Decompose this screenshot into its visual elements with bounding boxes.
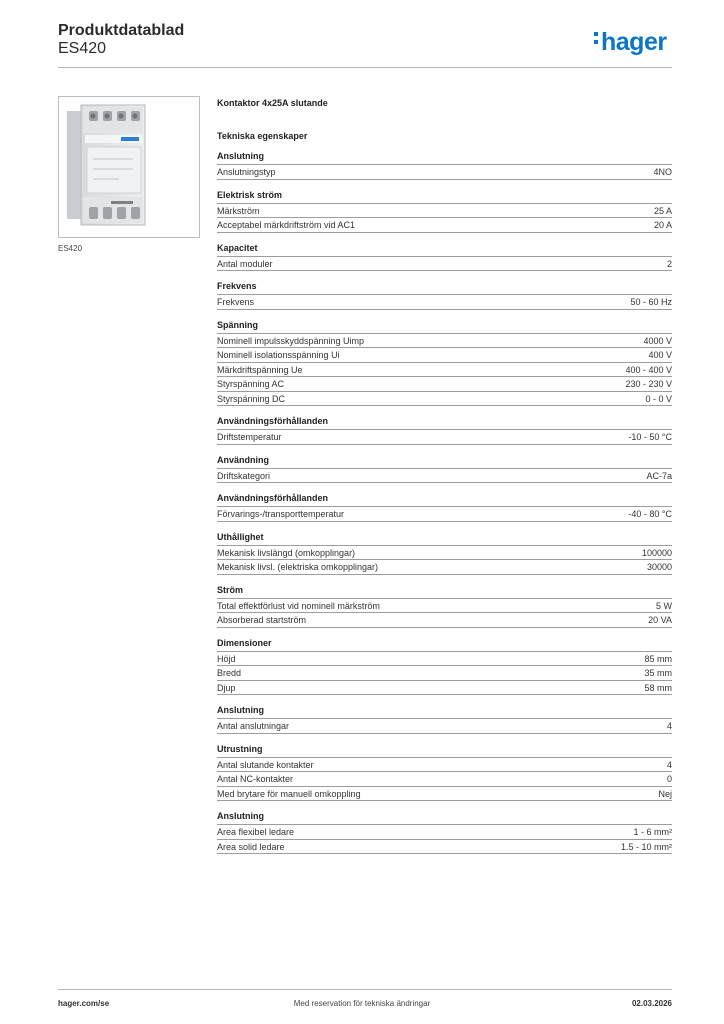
- spec-value: -10 - 50 °C: [628, 432, 672, 442]
- spec-value: 4NO: [653, 167, 672, 177]
- spec-value: -40 - 80 °C: [628, 509, 672, 519]
- spec-row: [217, 545, 672, 560]
- section-title: Anslutning: [217, 151, 264, 161]
- image-caption: ES420: [58, 244, 83, 253]
- section-title: Elektrisk ström: [217, 189, 283, 200]
- spec-label: Absorberad startström: [217, 615, 307, 625]
- spec-row: [217, 391, 672, 407]
- section-title: Anslutning: [217, 705, 264, 715]
- spec-row: [217, 651, 672, 666]
- spec-label: Djup: [217, 682, 236, 693]
- spec-label: Driftstemperatur: [217, 432, 282, 442]
- spec-label: Märkström: [217, 205, 260, 216]
- spec-label: Styrspänning DC: [217, 393, 286, 404]
- spec-section: [217, 704, 672, 734]
- product-code: ES420: [58, 40, 107, 57]
- spec-content: [217, 97, 672, 863]
- spec-value: 20 A: [653, 220, 672, 230]
- spec-section: [217, 637, 672, 696]
- spec-section: [217, 150, 672, 180]
- spec-section: [217, 280, 672, 310]
- spec-label: Nominell impulsskyddspänning Uimp: [217, 335, 365, 346]
- spec-value: 4000 V: [643, 335, 672, 346]
- spec-label: Med brytare för manuell omkoppling: [217, 788, 361, 799]
- section-title: Dimensioner: [217, 637, 272, 648]
- spec-value: 30000: [646, 562, 672, 572]
- tech-heading: Tekniska egenskaper: [217, 131, 308, 141]
- spec-row: [217, 718, 672, 734]
- spec-section: [217, 492, 672, 522]
- section-title: Användningsförhållanden: [217, 493, 329, 503]
- spec-section: [217, 319, 672, 407]
- spec-row: [217, 468, 672, 484]
- spec-section: [217, 531, 672, 575]
- spec-value: AC-7a: [646, 470, 672, 481]
- spec-row: [217, 203, 672, 218]
- spec-label: Total effektförlust vid nominell märkström: [217, 600, 380, 611]
- spec-section: [217, 189, 672, 233]
- spec-section: [217, 810, 672, 854]
- spec-row: [217, 665, 672, 680]
- section-title: Spänning: [217, 319, 258, 330]
- spec-value: 20 VA: [648, 615, 672, 625]
- spec-value: 4: [666, 721, 672, 731]
- footer-divider: [58, 989, 672, 990]
- logo-colon-mark: [594, 28, 600, 48]
- hager-logo: [594, 28, 667, 57]
- spec-row: [217, 217, 672, 233]
- spec-row: [217, 786, 672, 802]
- spec-label: Märkdriftspänning Ue: [217, 364, 303, 375]
- spec-label: Antal slutande kontakter: [217, 759, 314, 770]
- footer-disclaimer: Med reservation för tekniska ändringar: [293, 999, 431, 1008]
- section-title: Ström: [217, 584, 244, 595]
- logo-text: hager: [601, 28, 667, 56]
- spec-row: [217, 347, 672, 362]
- spec-value: 1 - 6 mm²: [633, 827, 672, 837]
- spec-label: Mekanisk livslängd (omkopplingar): [217, 547, 356, 558]
- spec-label: Höjd: [217, 653, 236, 664]
- spec-value: 1.5 - 10 mm²: [620, 841, 672, 852]
- spec-label: Anslutningstyp: [217, 167, 276, 177]
- footer-date: 02.03.2026: [631, 999, 672, 1008]
- spec-label: Frekvens: [217, 297, 255, 307]
- spec-row: [217, 757, 672, 772]
- spec-section: [217, 584, 672, 628]
- spec-label: Antal anslutningar: [217, 721, 290, 731]
- section-title: Utrustning: [217, 743, 263, 754]
- spec-value: 4: [666, 759, 672, 770]
- spec-value: Nej: [658, 788, 672, 799]
- section-title: Uthållighet: [217, 531, 264, 542]
- spec-row: [217, 824, 672, 839]
- spec-value: 0 - 0 V: [645, 393, 672, 404]
- spec-label: Nominell isolationsspänning Ui: [217, 350, 340, 360]
- spec-value: 400 - 400 V: [625, 364, 672, 375]
- section-title: Användningsförhållanden: [217, 416, 329, 426]
- section-title: Användning: [217, 454, 269, 465]
- spec-row: [217, 333, 672, 348]
- spec-value: 35 mm: [644, 668, 672, 678]
- spec-row: [217, 839, 672, 855]
- product-image: [58, 96, 200, 238]
- header-divider: [58, 67, 672, 68]
- spec-value: 85 mm: [644, 653, 672, 664]
- spec-label: Antal moduler: [217, 258, 273, 269]
- spec-value: 0: [666, 774, 672, 784]
- spec-label: Mekanisk livsl. (elektriska omkopplingar): [217, 562, 379, 572]
- spec-value: 230 - 230 V: [625, 379, 672, 389]
- spec-row: [217, 429, 672, 445]
- product-name: Kontaktor 4x25A slutande: [217, 98, 328, 108]
- spec-value: 400 V: [648, 350, 672, 360]
- spec-value: 25 A: [653, 205, 672, 216]
- spec-row: [217, 376, 672, 391]
- spec-sections: [217, 150, 672, 854]
- spec-row: [217, 680, 672, 696]
- spec-section: [217, 454, 672, 484]
- spec-label: Acceptabel märkdriftström vid AC1: [217, 220, 356, 230]
- section-title: Kapacitet: [217, 242, 258, 253]
- spec-label: Styrspänning AC: [217, 379, 285, 389]
- spec-row: [217, 506, 672, 522]
- contactor-illustration: [59, 97, 199, 237]
- page-title: Produktdatablad: [58, 22, 185, 39]
- spec-section: [217, 743, 672, 802]
- section-title: Anslutning: [217, 811, 264, 821]
- spec-row: [217, 559, 672, 575]
- spec-label: Area solid ledare: [217, 841, 285, 852]
- spec-row: [217, 164, 672, 180]
- spec-section: [217, 415, 672, 445]
- spec-row: [217, 294, 672, 310]
- spec-label: Förvarings-/transporttemperatur: [217, 509, 345, 519]
- spec-row: [217, 256, 672, 272]
- spec-value: 100000: [641, 547, 672, 558]
- spec-value: 50 - 60 Hz: [630, 297, 672, 307]
- spec-row: [217, 598, 672, 613]
- spec-label: Driftskategori: [217, 470, 271, 481]
- spec-value: 5 W: [655, 600, 672, 611]
- spec-value: 2: [666, 258, 672, 269]
- spec-label: Antal NC-kontakter: [217, 774, 294, 784]
- footer-website[interactable]: hager.com/se: [58, 999, 110, 1008]
- spec-label: Area flexibel ledare: [217, 827, 295, 837]
- spec-section: [217, 242, 672, 272]
- spec-label: Bredd: [217, 668, 242, 678]
- spec-row: [217, 612, 672, 628]
- spec-row: [217, 771, 672, 786]
- spec-value: 58 mm: [644, 682, 672, 693]
- section-title: Frekvens: [217, 281, 257, 291]
- spec-row: [217, 362, 672, 377]
